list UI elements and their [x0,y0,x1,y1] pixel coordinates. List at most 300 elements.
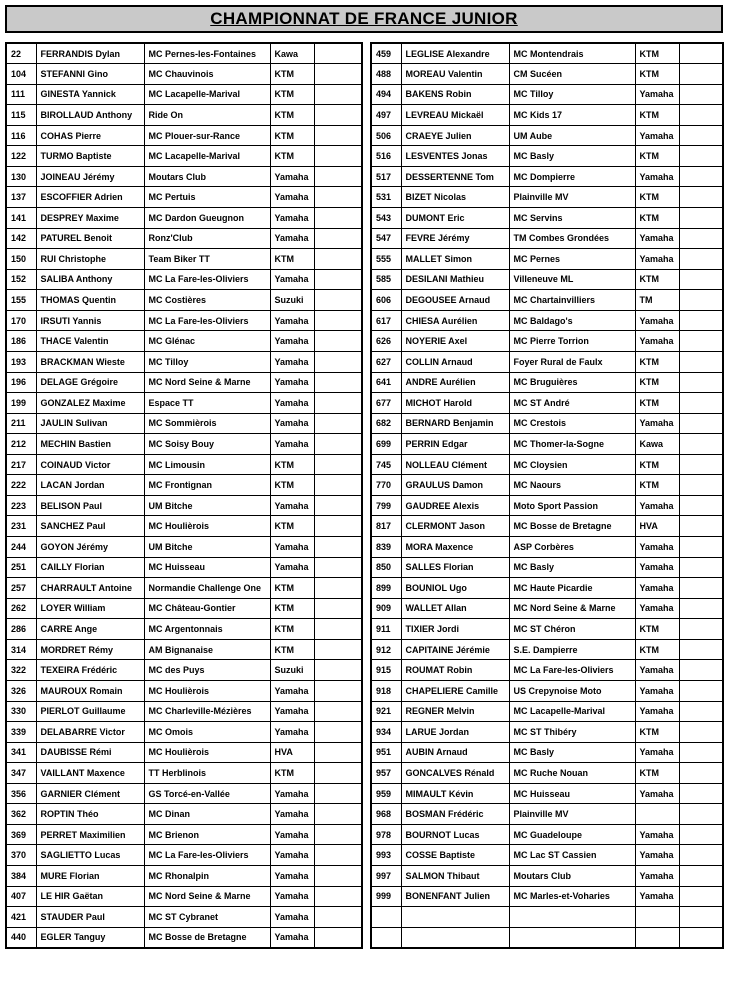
table-row [371,783,723,804]
blank-cell [679,125,723,146]
table-row [6,866,362,887]
rider-brand: Yamaha [635,495,679,516]
table-row [6,413,362,434]
rider-name: ANDRE Aurélien [401,372,509,393]
rider-name: CAILLY Florian [36,557,144,578]
rider-club: MC ST André [509,393,635,414]
rider-brand: Yamaha [270,537,314,558]
blank-cell [314,454,362,475]
rider-club: Moutars Club [144,166,270,187]
rider-name: DUMONT Eric [401,208,509,229]
rider-number: 959 [371,783,401,804]
table-row [6,454,362,475]
rider-number: 585 [371,269,401,290]
rider-brand: Yamaha [270,351,314,372]
blank-cell [679,187,723,208]
rider-name: THACE Valentin [36,331,144,352]
rider-brand: Yamaha [270,228,314,249]
rider-brand: Yamaha [635,125,679,146]
rider-name: MOREAU Valentin [401,64,509,85]
rider-number: 911 [371,619,401,640]
table-row [6,393,362,414]
rider-name: TURMO Baptiste [36,146,144,167]
rider-number: 506 [371,125,401,146]
rider-club: MC Cloysien [509,454,635,475]
table-row [371,680,723,701]
rider-club: MC Lacapelle-Marival [509,701,635,722]
rider-brand: Yamaha [270,927,314,948]
rider-name: DESSERTENNE Tom [401,166,509,187]
rider-number: 543 [371,208,401,229]
table-row [371,475,723,496]
table-row [371,84,723,105]
rider-name: SANCHEZ Paul [36,516,144,537]
rider-name: GONZALEZ Maxime [36,393,144,414]
rider-number: 141 [6,208,36,229]
rider-club: MC Sommièrois [144,413,270,434]
blank-cell [679,927,723,948]
table-row [371,619,723,640]
rider-brand: Yamaha [270,310,314,331]
rider-name: BIZET Nicolas [401,187,509,208]
rider-name: GAUDREE Alexis [401,495,509,516]
rider-brand: Yamaha [635,886,679,907]
rider-club: MC Bosse de Bretagne [144,927,270,948]
blank-cell [314,619,362,640]
rider-name: DELABARRE Victor [36,722,144,743]
blank-cell [679,660,723,681]
blank-cell [679,578,723,599]
rider-brand: HVA [635,516,679,537]
blank-cell [679,454,723,475]
rider-name: STAUDER Paul [36,907,144,928]
table-row [371,886,723,907]
rider-club [509,907,635,928]
rider-club: MC Nord Seine & Marne [144,886,270,907]
rider-club: MC Bosse de Bretagne [509,516,635,537]
rider-number: 547 [371,228,401,249]
rider-name: MIMAULT Kévin [401,783,509,804]
blank-cell [679,208,723,229]
table-row [6,578,362,599]
rider-number: 626 [371,331,401,352]
rider-club: Normandie Challenge One [144,578,270,599]
rider-number: 682 [371,413,401,434]
rider-number: 384 [6,866,36,887]
rider-name: NOYERIE Axel [401,331,509,352]
blank-cell [314,310,362,331]
blank-cell [314,783,362,804]
rider-club: MC Argentonnais [144,619,270,640]
rider-number: 617 [371,310,401,331]
rider-brand: KTM [270,578,314,599]
rider-club: GS Torcé-en-Vallée [144,783,270,804]
rider-name: WALLET Allan [401,598,509,619]
rider-name: FERRANDIS Dylan [36,43,144,64]
rider-brand: Yamaha [635,783,679,804]
blank-cell [679,907,723,928]
rider-name: IRSUTI Yannis [36,310,144,331]
rider-club: MC Dompierre [509,166,635,187]
blank-cell [314,105,362,126]
table-row [6,516,362,537]
rider-club: UM Aube [509,125,635,146]
rider-brand: Yamaha [635,166,679,187]
rider-number: 152 [6,269,36,290]
rider-brand: Yamaha [635,413,679,434]
rider-club: MC Crestois [509,413,635,434]
blank-cell [314,393,362,414]
blank-cell [679,290,723,311]
rider-club: MC Baldago's [509,310,635,331]
rider-number: 993 [371,845,401,866]
rider-club: MC Houlièrois [144,742,270,763]
rider-club: MC Basly [509,557,635,578]
roster-body-left [6,43,362,948]
rider-club: MC Glénac [144,331,270,352]
table-row [6,824,362,845]
rider-number: 155 [6,290,36,311]
table-row [6,166,362,187]
blank-cell [679,824,723,845]
rider-number: 968 [371,804,401,825]
table-row [371,249,723,270]
rider-club: UM Bitche [144,537,270,558]
rider-name: GRAULUS Damon [401,475,509,496]
table-row [371,372,723,393]
blank-cell [314,763,362,784]
rider-club: MC La Fare-les-Oliviers [144,310,270,331]
rider-brand: Yamaha [635,845,679,866]
rider-club: TM Combes Grondées [509,228,635,249]
rider-club: MC Pertuis [144,187,270,208]
rider-brand: KTM [270,249,314,270]
blank-cell [679,742,723,763]
rider-club: TT Herblinois [144,763,270,784]
rider-name: SALIBA Anthony [36,269,144,290]
rider-number: 115 [6,105,36,126]
table-row [371,537,723,558]
rider-name: MURE Florian [36,866,144,887]
rider-brand: Suzuki [270,290,314,311]
blank-cell [679,495,723,516]
rider-name: SALLES Florian [401,557,509,578]
rider-name: PERRIN Edgar [401,434,509,455]
rider-name: REGNER Melvin [401,701,509,722]
rider-name: RUI Christophe [36,249,144,270]
rider-number: 199 [6,393,36,414]
rider-club: MC Chauvinois [144,64,270,85]
rider-club: MC Charleville-Mézières [144,701,270,722]
table-row [6,886,362,907]
rider-club: MC Soisy Bouy [144,434,270,455]
table-row [371,557,723,578]
rider-brand: KTM [270,125,314,146]
rider-number: 217 [6,454,36,475]
rider-number: 370 [6,845,36,866]
blank-cell [679,434,723,455]
table-row [371,804,723,825]
rider-number: 22 [6,43,36,64]
rider-name: JAULIN Sulivan [36,413,144,434]
table-row [6,660,362,681]
blank-cell [679,105,723,126]
blank-cell [679,84,723,105]
rider-number: 130 [6,166,36,187]
rider-name: BIROLLAUD Anthony [36,105,144,126]
rider-number: 850 [371,557,401,578]
rider-club: Foyer Rural de Faulx [509,351,635,372]
rider-brand: Yamaha [635,537,679,558]
rider-brand: Suzuki [270,660,314,681]
blank-cell [314,187,362,208]
rider-number: 314 [6,639,36,660]
rider-number: 212 [6,434,36,455]
rider-brand: Yamaha [635,578,679,599]
table-row [371,495,723,516]
rider-name: LOYER William [36,598,144,619]
rider-number: 170 [6,310,36,331]
rider-number: 231 [6,516,36,537]
table-row [6,701,362,722]
table-row [371,516,723,537]
rider-club: MC La Fare-les-Oliviers [144,845,270,866]
blank-cell [679,763,723,784]
rider-club: MC Nord Seine & Marne [509,598,635,619]
table-row [371,866,723,887]
rider-number: 330 [6,701,36,722]
rider-club: MC Haute Picardie [509,578,635,599]
rider-name: ROUMAT Robin [401,660,509,681]
rider-brand: KTM [270,619,314,640]
rider-brand: Kawa [270,43,314,64]
table-row [371,701,723,722]
rider-club: MC Costières [144,290,270,311]
rider-name: LARUE Jordan [401,722,509,743]
rider-brand: KTM [635,763,679,784]
blank-cell [314,64,362,85]
rider-number: 999 [371,886,401,907]
rider-number: 531 [371,187,401,208]
rider-club: MC Houlièrois [144,516,270,537]
rider-club: MC Bruguières [509,372,635,393]
rider-name: LACAN Jordan [36,475,144,496]
rider-brand: Yamaha [270,166,314,187]
table-row [6,537,362,558]
rider-brand: Kawa [635,434,679,455]
rider-brand: HVA [270,742,314,763]
blank-cell [679,64,723,85]
rider-brand: Yamaha [635,331,679,352]
table-row [6,680,362,701]
rider-number: 211 [6,413,36,434]
rider-name: GARNIER Clément [36,783,144,804]
rider-name: BOURNOT Lucas [401,824,509,845]
rider-club: MC Ruche Nouan [509,763,635,784]
rider-club: MC Thomer-la-Sogne [509,434,635,455]
blank-cell [314,269,362,290]
table-row [6,290,362,311]
rider-club: MC Frontignan [144,475,270,496]
rider-club: MC Huisseau [509,783,635,804]
title-banner [5,5,723,33]
rider-club: Moto Sport Passion [509,495,635,516]
rider-club: MC Kids 17 [509,105,635,126]
rider-name: CLERMONT Jason [401,516,509,537]
rider-number: 799 [371,495,401,516]
rider-name: ESCOFFIER Adrien [36,187,144,208]
rider-brand: TM [635,290,679,311]
rider-number: 369 [6,824,36,845]
rider-number: 997 [371,866,401,887]
rider-name: MAUROUX Romain [36,680,144,701]
table-row [371,824,723,845]
table-row [6,84,362,105]
rider-club: MC Basly [509,146,635,167]
table-row [371,166,723,187]
rider-brand: Yamaha [635,742,679,763]
rider-brand: KTM [635,454,679,475]
table-row [6,64,362,85]
rider-brand: Yamaha [270,413,314,434]
rider-club: MC Houlièrois [144,680,270,701]
table-row [371,845,723,866]
table-row [6,331,362,352]
rider-name: STEFANNI Gino [36,64,144,85]
table-row [6,208,362,229]
rider-number: 909 [371,598,401,619]
rider-name: COSSE Baptiste [401,845,509,866]
table-row [6,146,362,167]
rider-name: BOSMAN Frédéric [401,804,509,825]
rider-name: TEXEIRA Frédéric [36,660,144,681]
rider-number: 339 [6,722,36,743]
table-row [371,269,723,290]
table-row [371,660,723,681]
rider-club: MC Dinan [144,804,270,825]
rider-number: 978 [371,824,401,845]
rider-brand: KTM [270,763,314,784]
rider-brand: Yamaha [635,701,679,722]
rider-club: MC Brienon [144,824,270,845]
blank-cell [314,907,362,928]
blank-cell [314,166,362,187]
rider-number: 921 [371,701,401,722]
blank-cell [314,824,362,845]
rider-number: 341 [6,742,36,763]
table-row [371,393,723,414]
blank-cell [679,351,723,372]
rider-brand: Yamaha [270,557,314,578]
rider-number: 899 [371,578,401,599]
blank-cell [314,598,362,619]
rider-club: Villeneuve ML [509,269,635,290]
rider-club: MC Nord Seine & Marne [144,372,270,393]
table-row [6,742,362,763]
rider-number: 347 [6,763,36,784]
rider-brand: KTM [270,475,314,496]
blank-cell [314,249,362,270]
table-row [371,228,723,249]
blank-cell [679,310,723,331]
blank-cell [314,372,362,393]
table-row [6,598,362,619]
blank-cell [314,537,362,558]
blank-cell [314,722,362,743]
rider-brand: KTM [635,372,679,393]
rider-number: 421 [6,907,36,928]
rider-brand: KTM [635,639,679,660]
rider-name: MECHIN Bastien [36,434,144,455]
rider-brand: Yamaha [635,680,679,701]
blank-cell [314,886,362,907]
rider-name: DESILANI Mathieu [401,269,509,290]
rider-name: COINAUD Victor [36,454,144,475]
table-row [371,639,723,660]
rider-number: 222 [6,475,36,496]
rider-brand: Yamaha [270,331,314,352]
rider-name: GOYON Jérémy [36,537,144,558]
rider-brand: KTM [270,146,314,167]
table-row [371,742,723,763]
rider-number: 196 [6,372,36,393]
rider-club: MC Pernes-les-Fontaines [144,43,270,64]
rider-brand: Yamaha [270,722,314,743]
blank-cell [679,228,723,249]
blank-cell [314,434,362,455]
blank-cell [314,578,362,599]
rider-name: LESVENTES Jonas [401,146,509,167]
rider-brand: KTM [270,598,314,619]
table-row [371,64,723,85]
table-row [371,290,723,311]
rider-club: MC Lacapelle-Marival [144,146,270,167]
rider-brand: Yamaha [635,598,679,619]
blank-cell [314,208,362,229]
table-row [371,454,723,475]
blank-cell [314,43,362,64]
rider-brand: Yamaha [270,680,314,701]
rider-brand: KTM [635,43,679,64]
rider-brand: Yamaha [635,310,679,331]
rider-club: MC Omois [144,722,270,743]
rider-club: MC Pernes [509,249,635,270]
blank-cell [679,639,723,660]
rider-brand: KTM [635,619,679,640]
rider-number: 699 [371,434,401,455]
rider-number: 257 [6,578,36,599]
rider-name: GONCALVES Rénald [401,763,509,784]
blank-cell [314,125,362,146]
rider-brand: KTM [635,475,679,496]
table-row [371,434,723,455]
rider-brand: Yamaha [270,845,314,866]
rider-brand: Yamaha [635,824,679,845]
rider-brand: KTM [270,639,314,660]
rider-club: MC Chartainvilliers [509,290,635,311]
rider-name: BAKENS Robin [401,84,509,105]
rider-name: COLLIN Arnaud [401,351,509,372]
rider-brand: Yamaha [270,208,314,229]
blank-cell [679,331,723,352]
rider-number: 440 [6,927,36,948]
rider-club: MC Guadeloupe [509,824,635,845]
rider-name: PATUREL Benoit [36,228,144,249]
rider-name: LE HIR Gaëtan [36,886,144,907]
table-row [6,722,362,743]
blank-cell [679,783,723,804]
rider-name: BERNARD Benjamin [401,413,509,434]
